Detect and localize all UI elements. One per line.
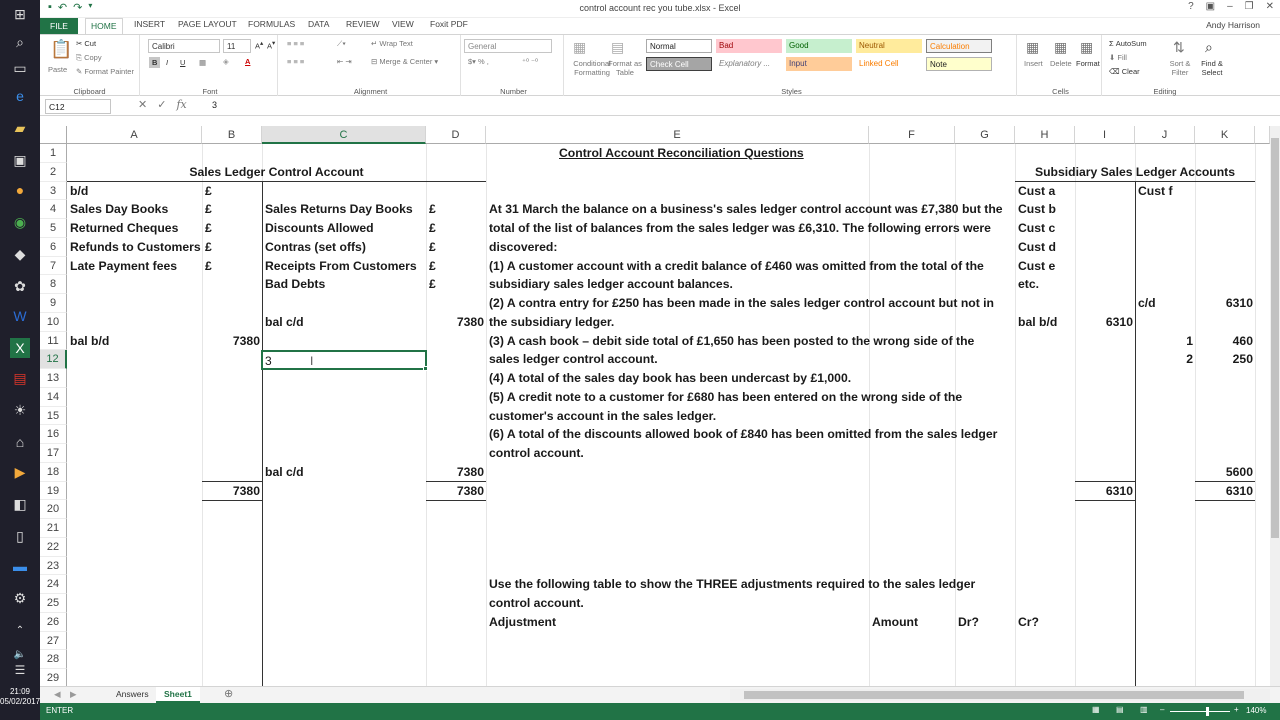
row-header[interactable]: 4 <box>40 200 67 219</box>
editing-group-label: Editing <box>1153 87 1177 96</box>
t-account-divider-line <box>262 182 263 686</box>
font-name-select[interactable]: Calibri <box>148 39 220 53</box>
row-header[interactable]: 27 <box>40 632 67 651</box>
row-header[interactable]: 21 <box>40 519 67 538</box>
clear-button[interactable]: ⌫ Clear <box>1109 67 1140 76</box>
cell-C18[interactable]: bal c/d <box>265 464 304 479</box>
sheet-nav-next-icon[interactable]: ▶ <box>70 689 77 699</box>
cell-D18[interactable]: 7380 <box>456 464 484 479</box>
underline-button[interactable]: U <box>180 58 186 67</box>
confirm-entry-icon[interactable]: ✓ <box>157 99 167 111</box>
clipboard-group <box>40 35 140 97</box>
active-cell-C12[interactable] <box>261 350 427 370</box>
pdf-icon[interactable]: ▤ <box>13 369 27 386</box>
merge-center-button[interactable]: ⊟ Merge & Center ▾ <box>371 57 439 66</box>
sort-filter-icon[interactable]: ⇅ <box>1173 39 1185 55</box>
style-good[interactable]: Good <box>786 39 852 53</box>
cell-J12[interactable]: 2 <box>1186 352 1193 367</box>
row-header[interactable]: 24 <box>40 575 67 594</box>
cells-group-label: Cells <box>1052 87 1069 96</box>
cell-H10[interactable]: bal b/d <box>1018 314 1058 329</box>
cell-K12[interactable]: 250 <box>1232 352 1253 367</box>
help-icon[interactable]: ? <box>1188 1 1194 12</box>
cut-button[interactable]: ✂ Cut <box>76 39 97 48</box>
ribbon-tabs <box>40 18 1280 34</box>
row-header[interactable]: 17 <box>40 444 67 463</box>
font-group-label: Font <box>202 87 218 96</box>
question-intro-line[interactable]: total of the list of balances from the sales ledger was £6,310. The following errors were <box>489 221 991 235</box>
row-header-selected[interactable]: 12 <box>40 350 67 369</box>
format-painter-label: Format Painter <box>84 67 134 76</box>
style-note[interactable]: Note <box>926 57 992 71</box>
column-header-d[interactable]: D <box>426 126 486 144</box>
gridline <box>1255 144 1256 686</box>
question-4-line[interactable]: (4) A total of the sales day book has been undercast by £1,000. <box>489 371 852 385</box>
window-title: control account rec you tube.xlsx - Excel <box>579 3 741 13</box>
row-header[interactable]: 15 <box>40 407 67 426</box>
style-neutral[interactable]: Neutral <box>856 39 922 53</box>
format-as-table-icon[interactable]: ▤ <box>611 39 625 55</box>
format-cells-icon[interactable]: ▦ <box>1080 39 1094 55</box>
zoom-out-icon[interactable]: – <box>1160 705 1165 714</box>
style-linked-cell[interactable]: Linked Cell <box>859 59 899 68</box>
row-header[interactable]: 9 <box>40 294 67 313</box>
search-icon[interactable]: ⌕ <box>16 33 24 50</box>
cell-D6[interactable]: £ <box>429 239 436 254</box>
volume-icon[interactable]: 🔈 <box>13 648 27 660</box>
question-5-line[interactable]: customer's account in the sales ledger. <box>489 408 717 423</box>
cell-H4[interactable]: Cust b <box>1018 202 1056 217</box>
font-color-icon[interactable]: A <box>245 57 251 66</box>
table-instruction-line[interactable]: Use the following table to show the THREE adjustments required to the sales ledger <box>489 577 976 592</box>
cell-A6[interactable]: Refunds to Customers <box>70 239 201 254</box>
cell-K18[interactable]: 5600 <box>1225 464 1253 479</box>
cell-B4[interactable]: £ <box>205 202 212 217</box>
gridline <box>1075 144 1076 686</box>
row-header[interactable]: 13 <box>40 369 67 388</box>
indent-icon[interactable]: ⇤ ⇥ <box>337 57 352 66</box>
row-header[interactable]: 2 <box>40 163 67 182</box>
formula-bar <box>40 96 1280 116</box>
row-header[interactable]: 16 <box>40 425 67 444</box>
number-group <box>464 35 564 97</box>
row-header[interactable]: 28 <box>40 650 67 669</box>
column-header-e[interactable]: E <box>486 126 869 144</box>
sheet-nav-prev-icon[interactable]: ◀ <box>54 689 61 699</box>
insert-function-icon[interactable]: fx <box>176 98 187 111</box>
horizontal-scroll-thumb[interactable] <box>744 691 1244 699</box>
cell-H2[interactable]: Subsidiary Sales Ledger Accounts <box>1034 164 1236 179</box>
sheet-tab-answers[interactable]: Answers <box>116 689 149 699</box>
ribbon-display-icon[interactable]: ▣ <box>1205 1 1216 12</box>
cell-C7[interactable]: Receipts From Customers <box>265 258 417 273</box>
name-box[interactable]: C12 <box>45 99 111 114</box>
excel-window <box>40 0 1280 720</box>
edge-icon[interactable]: e <box>16 88 24 104</box>
total-double-line-d <box>426 500 486 501</box>
decimal-icons[interactable]: ⁺⁰ ⁻⁰ <box>522 57 539 66</box>
format-painter-button[interactable]: ✎ Format Painter <box>76 67 134 76</box>
cell-J9[interactable]: c/d <box>1138 296 1156 310</box>
clock-date: 05/02/2017 <box>0 697 41 706</box>
find-select-button[interactable]: Find & Select <box>1201 59 1223 77</box>
editing-group <box>1105 35 1225 97</box>
styles-group <box>567 35 1017 97</box>
total-double-line-k <box>1195 500 1255 501</box>
shrink-font-icon[interactable]: A▾ <box>267 40 276 51</box>
page-layout-view-icon[interactable]: ▤ <box>1116 705 1124 714</box>
clear-label: Clear <box>1121 67 1140 76</box>
row-header[interactable]: 11 <box>40 332 67 351</box>
sheet-tab-bar <box>40 686 1280 703</box>
clock-time: 21:09 <box>9 687 31 696</box>
minimize-icon[interactable]: – <box>1227 1 1233 12</box>
total-double-line-i <box>1075 500 1135 501</box>
row-header[interactable]: 6 <box>40 238 67 257</box>
accounting-format-icon[interactable]: $▾ % , <box>468 57 489 66</box>
cell-G26[interactable]: Dr? <box>958 614 979 629</box>
delete-cells-button[interactable]: Delete <box>1050 59 1072 68</box>
question-3-line[interactable]: sales ledger control account. <box>489 352 658 367</box>
app-icon-5[interactable]: ▶ <box>14 463 26 480</box>
format-as-table-button[interactable]: Format as Table <box>608 59 642 77</box>
store-icon[interactable]: ▣ <box>13 151 27 168</box>
bold-button[interactable]: B <box>149 57 160 68</box>
zoom-slider[interactable] <box>1170 711 1230 712</box>
app-icon-3[interactable]: ✿ <box>14 277 26 294</box>
home-icon[interactable]: ⌂ <box>15 434 25 450</box>
row-header[interactable]: 20 <box>40 500 67 519</box>
cell-H5[interactable]: Cust c <box>1018 221 1056 235</box>
file-explorer-icon[interactable]: ▰ <box>14 119 26 136</box>
question-2-line[interactable]: (2) A contra entry for £250 has been made in the sales ledger control account but not in <box>489 296 994 310</box>
column-header-l[interactable] <box>1255 126 1270 144</box>
italic-button[interactable]: I <box>166 58 169 67</box>
column-header-b[interactable]: B <box>202 126 262 144</box>
wrap-text-label: Wrap Text <box>379 39 413 48</box>
cell-I10[interactable]: 6310 <box>1105 314 1133 329</box>
cell-D4[interactable]: £ <box>429 202 436 217</box>
ledger-divider-line <box>1135 182 1136 686</box>
gridline <box>1015 144 1016 686</box>
vertical-scrollbar[interactable] <box>1270 126 1280 686</box>
align-top-icon[interactable]: ≡ ≡ ≡ <box>287 39 305 48</box>
formula-bar-buttons <box>138 98 187 111</box>
cell-H3[interactable]: Cust a <box>1018 183 1056 198</box>
formula-input[interactable]: 3 <box>212 100 218 110</box>
row-header[interactable]: 5 <box>40 219 67 238</box>
row-header[interactable]: 14 <box>40 388 67 407</box>
column-header-c[interactable]: C <box>262 126 426 144</box>
cell-A5[interactable]: Returned Cheques <box>70 221 179 235</box>
column-header-g[interactable]: G <box>955 126 1015 144</box>
style-check-cell[interactable]: Check Cell <box>646 57 712 71</box>
borders-icon[interactable]: ▦ <box>199 58 207 67</box>
cell-I19[interactable]: 6310 <box>1105 483 1133 498</box>
font-group <box>143 35 278 97</box>
cell-D7[interactable]: £ <box>429 258 436 273</box>
question-5-line[interactable]: (5) A credit note to a customer for £680 has been entered on the wrong side of the <box>489 389 963 404</box>
zoom-level[interactable]: 140% <box>1246 706 1267 715</box>
total-double-line-b <box>202 500 262 501</box>
row-header[interactable]: 8 <box>40 275 67 294</box>
cell-H7[interactable]: Cust e <box>1018 258 1056 273</box>
cell-A2[interactable]: Sales Ledger Control Account <box>189 164 364 179</box>
app-icon-7[interactable]: ▬ <box>13 558 27 574</box>
title-bar <box>40 0 1280 18</box>
tab-data[interactable]: DATA <box>308 19 330 29</box>
column-header-k[interactable]: K <box>1195 126 1255 144</box>
question-2-line[interactable]: the subsidiary ledger. <box>489 314 615 329</box>
copy-label: Copy <box>84 53 102 62</box>
question-3-line[interactable]: (3) A cash book – debit side total of £1,650 has been posted to the wrong side of the <box>489 333 975 348</box>
row-header[interactable]: 25 <box>40 594 67 613</box>
tab-foxit-pdf[interactable]: Foxit PDF <box>430 19 468 29</box>
cell-C10[interactable]: bal c/d <box>265 314 304 329</box>
tab-home[interactable]: HOME <box>85 18 123 34</box>
row-header[interactable]: 26 <box>40 613 67 632</box>
row-header[interactable]: 7 <box>40 257 67 276</box>
row-header[interactable]: 3 <box>40 182 67 201</box>
word-icon[interactable]: W <box>13 308 27 324</box>
style-bad[interactable]: Bad <box>716 39 782 53</box>
save-icon[interactable]: ▪ <box>48 1 52 13</box>
clipboard-group-label: Clipboard <box>73 87 106 96</box>
windows-start-icon[interactable]: ⊞ <box>14 5 26 22</box>
row-header[interactable]: 18 <box>40 463 67 482</box>
document-icon[interactable]: ▯ <box>16 527 24 544</box>
cut-label: Cut <box>84 39 97 48</box>
app-icon-2[interactable]: ◆ <box>14 245 26 262</box>
find-select-icon[interactable]: ⌕ <box>1205 39 1213 55</box>
windows-taskbar <box>0 0 40 720</box>
question-intro-line[interactable]: At 31 March the balance on a business's sales ledger control account was £7,380 but the <box>489 202 1003 217</box>
cell-mode-indicator: ENTER <box>46 706 74 715</box>
task-view-icon[interactable]: ▭ <box>13 59 27 76</box>
cell-J11[interactable]: 1 <box>1186 333 1193 348</box>
cell-A11[interactable]: bal b/d <box>70 333 110 348</box>
settings-icon[interactable]: ⚙ <box>13 589 27 606</box>
excel-icon[interactable]: X <box>10 338 30 358</box>
status-bar <box>40 703 1280 720</box>
alignment-group-label: Alignment <box>353 87 388 96</box>
column-header-i[interactable]: I <box>1075 126 1135 144</box>
row-header[interactable]: 1 <box>40 144 67 163</box>
question-intro-line[interactable]: discovered: <box>489 239 558 254</box>
cell-C6[interactable]: Contras (set offs) <box>265 239 366 254</box>
cell-A4[interactable]: Sales Day Books <box>70 202 169 217</box>
cell-K19[interactable]: 6310 <box>1225 483 1253 498</box>
vertical-scroll-thumb[interactable] <box>1271 138 1279 538</box>
cell-H26[interactable]: Cr? <box>1018 614 1039 629</box>
row-header[interactable]: 29 <box>40 669 67 686</box>
autosum-label: AutoSum <box>1115 39 1147 48</box>
ribbon-home <box>40 34 1280 96</box>
sheet-tab-sheet1[interactable]: Sheet1 <box>156 687 200 703</box>
tab-formulas[interactable]: FORMULAS <box>248 19 296 29</box>
cell-C12-edit[interactable]: 3 <box>265 353 272 368</box>
app-icon[interactable]: ● <box>15 182 25 198</box>
window-controls <box>1188 1 1274 12</box>
cell-B6[interactable]: £ <box>205 239 212 254</box>
cell-A3[interactable]: b/d <box>70 183 89 198</box>
action-center-icon[interactable]: ☰ <box>14 663 26 677</box>
cell-J3[interactable]: Cust f <box>1138 183 1173 198</box>
merge-center-label: Merge & Center <box>379 57 433 66</box>
cell-H8[interactable]: etc. <box>1018 277 1040 292</box>
cell-C4[interactable]: Sales Returns Day Books <box>265 202 413 217</box>
chrome-icon[interactable]: ◉ <box>13 213 27 230</box>
styles-group-label: Styles <box>781 87 802 96</box>
cell-D19[interactable]: 7380 <box>456 483 484 498</box>
fill-color-icon[interactable]: ◈ <box>223 57 229 66</box>
orientation-icon[interactable]: ⟋▾ <box>337 39 346 48</box>
cell-E26[interactable]: Adjustment <box>489 614 557 629</box>
tab-file[interactable]: FILE <box>40 18 78 34</box>
gridline <box>426 144 427 686</box>
paste-icon[interactable]: 📋 <box>50 39 73 59</box>
normal-view-icon[interactable]: ▦ <box>1092 705 1100 714</box>
cell-C8[interactable]: Bad Debts <box>265 277 326 292</box>
grow-font-icon[interactable]: A▴ <box>255 40 264 51</box>
app-icon-4[interactable]: ☀ <box>13 401 27 418</box>
tab-view[interactable]: VIEW <box>392 19 414 29</box>
format-cells-button[interactable]: Format <box>1076 59 1100 68</box>
fill-handle[interactable] <box>423 366 428 371</box>
gridline <box>1195 144 1196 686</box>
style-calculation[interactable]: Calculation <box>926 39 992 53</box>
cells-group <box>1020 35 1102 97</box>
select-all-corner[interactable] <box>40 126 67 144</box>
cell-A7[interactable]: Late Payment fees <box>70 258 178 273</box>
row-header[interactable]: 22 <box>40 538 67 557</box>
cell-F26[interactable]: Amount <box>872 614 919 629</box>
style-normal[interactable]: Normal <box>646 39 712 53</box>
cell-K11[interactable]: 460 <box>1232 333 1253 348</box>
conditional-formatting-icon[interactable]: ▦ <box>573 39 587 55</box>
question-1-line[interactable]: (1) A customer account with a credit balance of £460 was omitted from the total of the <box>489 258 984 273</box>
customize-qat-icon[interactable]: ▾ <box>88 1 93 10</box>
table-instruction-line[interactable]: control account. <box>489 596 584 610</box>
paste-button[interactable]: Paste <box>48 65 68 74</box>
new-sheet-icon[interactable]: ⊕ <box>224 688 234 700</box>
row-header[interactable]: 23 <box>40 557 67 576</box>
gridline <box>202 144 203 686</box>
redo-icon[interactable]: ↷ <box>73 2 83 14</box>
conditional-formatting-button[interactable]: Conditional Formatting <box>573 59 611 77</box>
notification-chevron-icon[interactable]: ⌃ <box>15 624 25 636</box>
number-format-select[interactable]: General <box>464 39 552 53</box>
cell-B3[interactable]: £ <box>205 183 212 198</box>
align-left-icon[interactable]: ≡ ≡ ≡ <box>287 57 305 66</box>
column-header-f[interactable]: F <box>869 126 955 144</box>
column-header-a[interactable]: A <box>67 126 202 144</box>
page-break-view-icon[interactable]: ▥ <box>1140 705 1148 714</box>
zoom-in-icon[interactable]: + <box>1234 705 1239 714</box>
cancel-entry-icon[interactable]: ✕ <box>138 99 148 111</box>
cell-H6[interactable]: Cust d <box>1018 239 1056 254</box>
column-header-h[interactable]: H <box>1015 126 1075 144</box>
user-name[interactable]: Andy Harrison <box>1206 20 1260 30</box>
cell-E1[interactable]: Control Account Reconciliation Questions <box>559 146 804 160</box>
t-account-top-border <box>67 181 486 182</box>
cell-C5[interactable]: Discounts Allowed <box>265 221 374 235</box>
gridline <box>486 144 487 686</box>
cell-B5[interactable]: £ <box>205 221 212 235</box>
cell-D5[interactable]: £ <box>429 221 436 235</box>
alignment-group <box>281 35 461 97</box>
autosum-button[interactable]: Σ AutoSum <box>1109 39 1147 48</box>
row-header[interactable]: 19 <box>40 482 67 501</box>
app-icon-6[interactable]: ◧ <box>13 495 27 512</box>
cell-D8[interactable]: £ <box>429 277 436 292</box>
question-6-line[interactable]: control account. <box>489 446 584 460</box>
question-6-line[interactable]: (6) A total of the discounts allowed book of £840 has been omitted from the sales ledger <box>489 427 998 442</box>
style-input[interactable]: Input <box>786 57 852 71</box>
undo-icon[interactable]: ↶ <box>57 2 68 14</box>
column-header-j[interactable]: J <box>1135 126 1195 144</box>
insert-cells-icon[interactable]: ▦ <box>1026 39 1040 55</box>
sort-filter-button[interactable]: Sort & Filter <box>1169 59 1191 77</box>
style-explanatory[interactable]: Explanatory ... <box>719 59 771 68</box>
worksheet-grid[interactable] <box>40 126 1270 686</box>
cell-B19[interactable]: 7380 <box>232 483 260 498</box>
number-group-label: Number <box>500 87 527 96</box>
fill-button[interactable]: ⬇ Fill <box>1109 53 1127 62</box>
horizontal-scrollbar[interactable] <box>730 689 1270 701</box>
zoom-slider-thumb[interactable] <box>1206 707 1209 716</box>
question-1-line[interactable]: subsidiary sales ledger account balances. <box>489 277 733 292</box>
ibeam-cursor-icon: I <box>310 354 314 368</box>
cell-B7[interactable]: £ <box>205 258 212 273</box>
tab-insert[interactable]: INSERT <box>134 19 166 29</box>
restore-icon[interactable]: ❐ <box>1244 1 1254 12</box>
cell-B11[interactable]: 7380 <box>232 333 260 348</box>
cell-D10[interactable]: 7380 <box>456 314 484 329</box>
tab-page-layout[interactable]: PAGE LAYOUT <box>178 19 237 29</box>
wrap-text-button[interactable]: ↵ Wrap Text <box>371 39 413 48</box>
cell-K9[interactable]: 6310 <box>1225 296 1253 310</box>
close-icon[interactable]: ✕ <box>1265 1 1274 12</box>
delete-cells-icon[interactable]: ▦ <box>1054 39 1068 55</box>
fill-label: Fill <box>1117 53 1127 62</box>
row-header[interactable]: 10 <box>40 313 67 332</box>
insert-cells-button[interactable]: Insert <box>1024 59 1043 68</box>
tab-review[interactable]: REVIEW <box>346 19 380 29</box>
copy-button[interactable]: ⎘ Copy <box>76 53 102 62</box>
font-size-select[interactable]: 11 <box>223 39 251 53</box>
